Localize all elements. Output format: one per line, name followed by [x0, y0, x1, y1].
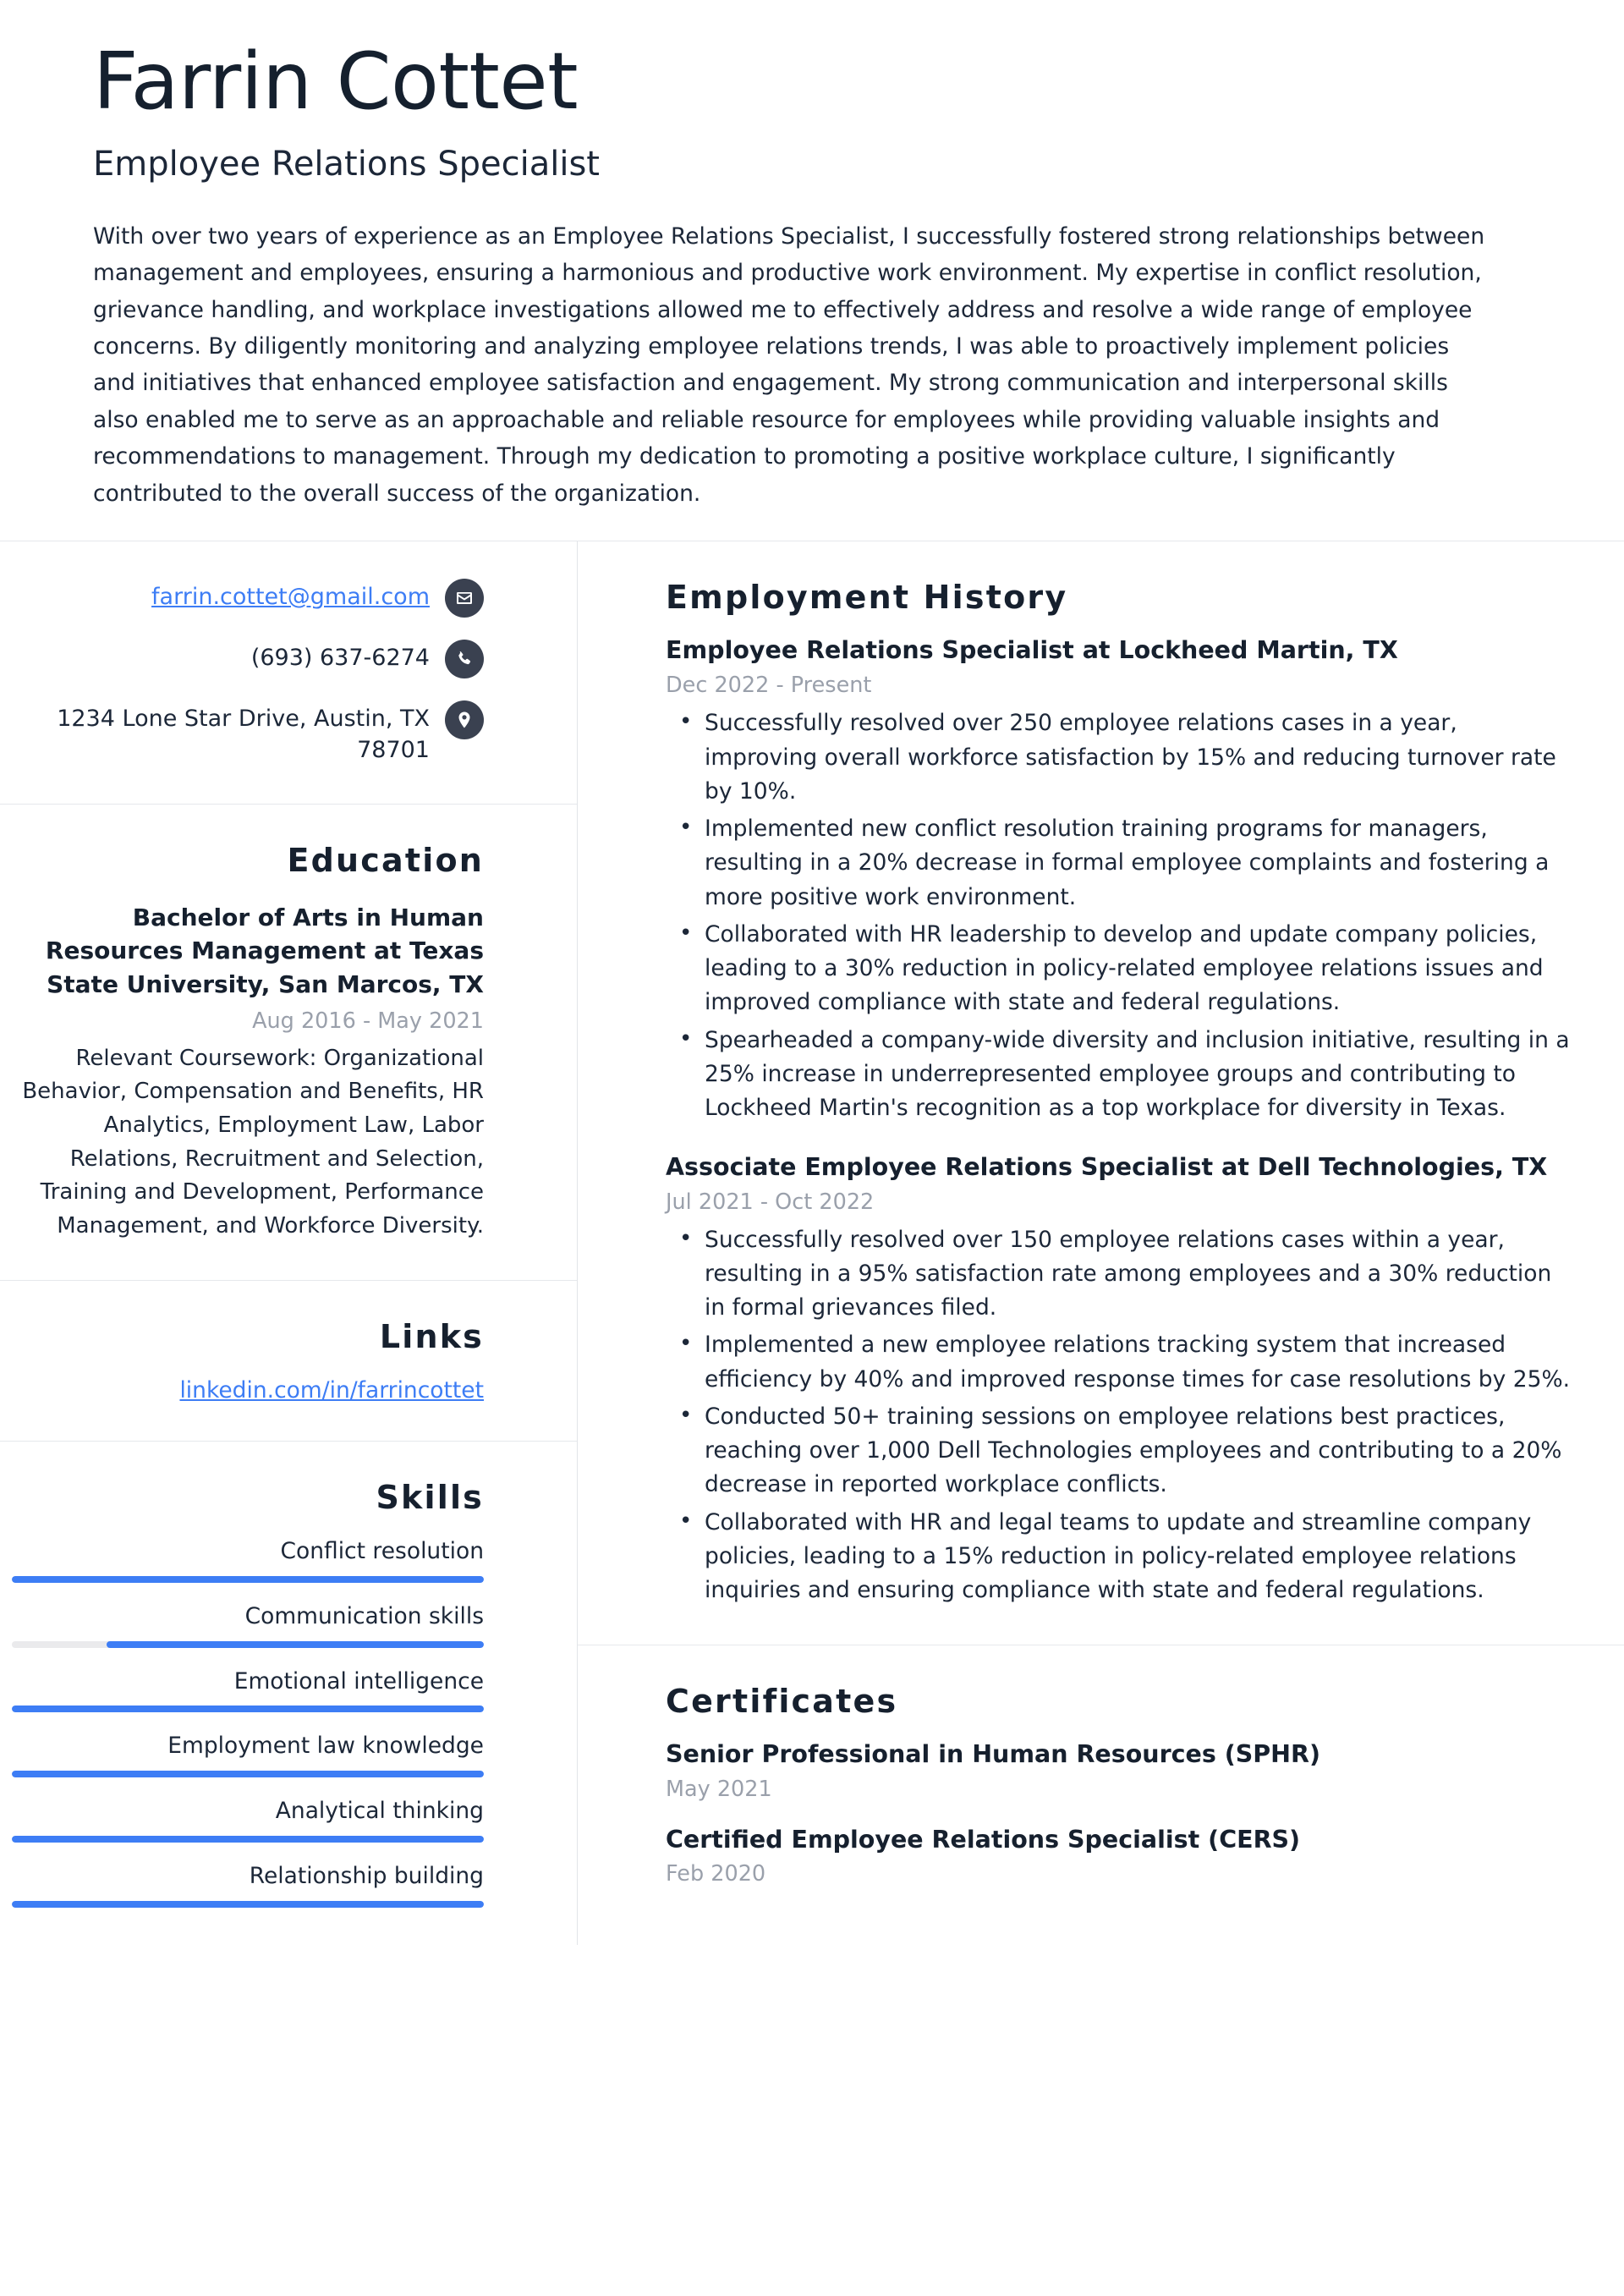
certificates-list — [666, 1738, 1573, 1886]
skill-label: Employment law knowledge — [167, 1733, 484, 1760]
certificate-name: Certified Employee Relations Specialist (CERS) — [666, 1825, 1301, 1854]
employment-history-section — [578, 541, 1624, 1645]
list-item: • Implemented new conflict resolution training programs for managers, resulting in a 20% decrease in formal employee complaints and fostering a more positive work environment. — [666, 812, 1573, 915]
phone-icon — [445, 640, 484, 678]
resume-header — [0, 0, 1624, 541]
skill-level-bar — [12, 1771, 484, 1777]
skill-item — [12, 1733, 484, 1777]
certificate-name: Senior Professional in Human Resources (SPHR) — [666, 1740, 1321, 1769]
skill-label: Analytical thinking — [275, 1798, 484, 1825]
skills-section — [0, 1442, 577, 1945]
skill-level-fill — [12, 1836, 484, 1843]
certificates-section — [578, 1645, 1624, 1920]
certificate-date: May 2021 — [666, 1776, 772, 1802]
phone-value: (693) 637-6274 — [250, 645, 430, 672]
address-value: 1234 Lone Star Drive, Austin, TX 78701 — [57, 706, 430, 763]
profile-summary: With over two years of experience as an Employee Relations Specialist, I successfully fostered strong relationships between management and employees, ensuring a harmonious and productive work environment. My expertise in conflict resolution, grievance handling, and workplace investigations allowed me to effectively address and resolve a wide range of employee concerns. By diligently monitoring and analyzing employee relations trends, I was able to proactively implement policies and initiatives that enhanced employee satisfaction and engagement. My strong communication and interpersonal skills also enabled me to serve as an approachable and reliable resource for employees while providing valuable insights and recommendations to management. Through my dedication to promoting a positive workplace culture, I significantly contributed to the overall success of the organization. — [93, 222, 1485, 507]
list-item: • Collaborated with HR leadership to develop and update company policies, leading to a 30% reduction in policy-related employee relations issues and improved compliance with state and federal regulations. — [666, 918, 1573, 1020]
certificate-date: Feb 2020 — [666, 1860, 766, 1887]
skill-item — [12, 1668, 484, 1713]
education-description: Relevant Coursework: Organizational Behavior, Compensation and Benefits, HR Analytics, Employment Law, Labor Relations, Recruitment and Selection, Training and Development, Performance Management, and Workforce Diversity. — [22, 1045, 484, 1239]
skill-level-fill — [12, 1576, 484, 1583]
skill-level-bar — [12, 1641, 484, 1648]
envelope-icon — [445, 579, 484, 618]
education-heading: Education — [287, 841, 484, 879]
employment-bullets — [666, 1223, 1573, 1608]
employment-bullets — [666, 706, 1573, 1125]
skill-item — [12, 1798, 484, 1843]
skill-label: Emotional intelligence — [233, 1667, 484, 1695]
list-item: • Successfully resolved over 150 employee relations cases within a year, resulting in a 95% satisfaction rate among employees and a 30% reduction in formal grievances filed. — [666, 1223, 1573, 1326]
page-title: Farrin Cottet — [93, 36, 579, 127]
employment-entry — [666, 1151, 1573, 1608]
skill-item — [12, 1603, 484, 1648]
skills-heading: Skills — [376, 1479, 484, 1517]
skill-level-bar — [12, 1836, 484, 1843]
contact-email-row[interactable] — [12, 579, 484, 618]
skill-level-fill — [12, 1771, 484, 1777]
skill-level-bar — [12, 1576, 484, 1583]
employment-entry — [666, 634, 1573, 1125]
contact-phone-row[interactable] — [12, 640, 484, 678]
job-title-subheading: Employee Relations Specialist — [93, 144, 600, 184]
resume-body — [0, 541, 1624, 1945]
certificates-heading: Certificates — [666, 1683, 898, 1721]
list-item: • Successfully resolved over 250 employee relations cases in a year, improving overall workforce satisfaction by 15% and reducing turnover rate by 10%. — [666, 706, 1573, 809]
skill-level-bar — [12, 1901, 484, 1908]
skill-item — [12, 1538, 484, 1583]
list-item: • Conducted 50+ training sessions on employee relations best practices, reaching over 1,000 Dell Technologies employees and contributing to a 20% decrease in reported workplace conflicts. — [666, 1400, 1573, 1502]
skills-list — [12, 1538, 484, 1908]
education-section — [0, 805, 577, 1281]
list-item: • Collaborated with HR and legal teams to update and streamline company policies, leading to a 15% reduction in policy-related employee relations inquiries and ensuring compliance with state and federal regulations. — [666, 1506, 1573, 1608]
education-degree: Bachelor of Arts in Human Resources Management at Texas State University, San Marcos, TX — [45, 903, 484, 999]
education-dates: Aug 2016 - May 2021 — [252, 1008, 484, 1034]
links-heading: Links — [379, 1318, 484, 1356]
certificate-entry — [666, 1738, 1573, 1801]
main-column — [578, 541, 1624, 1945]
list-item: • Spearheaded a company-wide diversity and inclusion initiative, resulting in a 25% increase in underrepresented employee groups and contributing to Lockheed Martin's recognition as a top workplace for diversity in Texas. — [666, 1024, 1573, 1126]
sidebar-column — [0, 541, 578, 1945]
skill-label: Conflict resolution — [280, 1538, 484, 1565]
skill-level-bar — [12, 1706, 484, 1712]
email-value[interactable]: farrin.cottet@gmail.com — [151, 584, 430, 611]
education-entry — [12, 901, 484, 1243]
link-item-linkedin[interactable]: linkedin.com/in/farrincottet — [179, 1377, 484, 1404]
skill-item — [12, 1863, 484, 1908]
skill-level-fill — [107, 1641, 484, 1648]
certificate-entry — [666, 1824, 1573, 1887]
employment-dates: Jul 2021 - Oct 2022 — [666, 1189, 875, 1215]
list-item: • Implemented a new employee relations tracking system that increased efficiency by 40% and improved response times for case resolutions by 25%. — [666, 1328, 1573, 1397]
contact-section — [0, 541, 577, 804]
employment-title: Associate Employee Relations Specialist at Dell Technologies, TX — [666, 1152, 1548, 1181]
employment-history-heading: Employment History — [666, 579, 1068, 617]
skill-label: Relationship building — [249, 1863, 484, 1890]
skill-level-fill — [12, 1706, 484, 1712]
skill-level-fill — [12, 1901, 484, 1908]
map-pin-icon — [445, 700, 484, 739]
employment-dates: Dec 2022 - Present — [666, 673, 872, 699]
employment-title: Employee Relations Specialist at Lockheed Martin, TX — [666, 636, 1398, 665]
skill-label: Communication skills — [244, 1602, 484, 1629]
jobs-list — [666, 634, 1573, 1607]
contact-address-row — [12, 700, 484, 766]
links-section — [0, 1281, 577, 1442]
